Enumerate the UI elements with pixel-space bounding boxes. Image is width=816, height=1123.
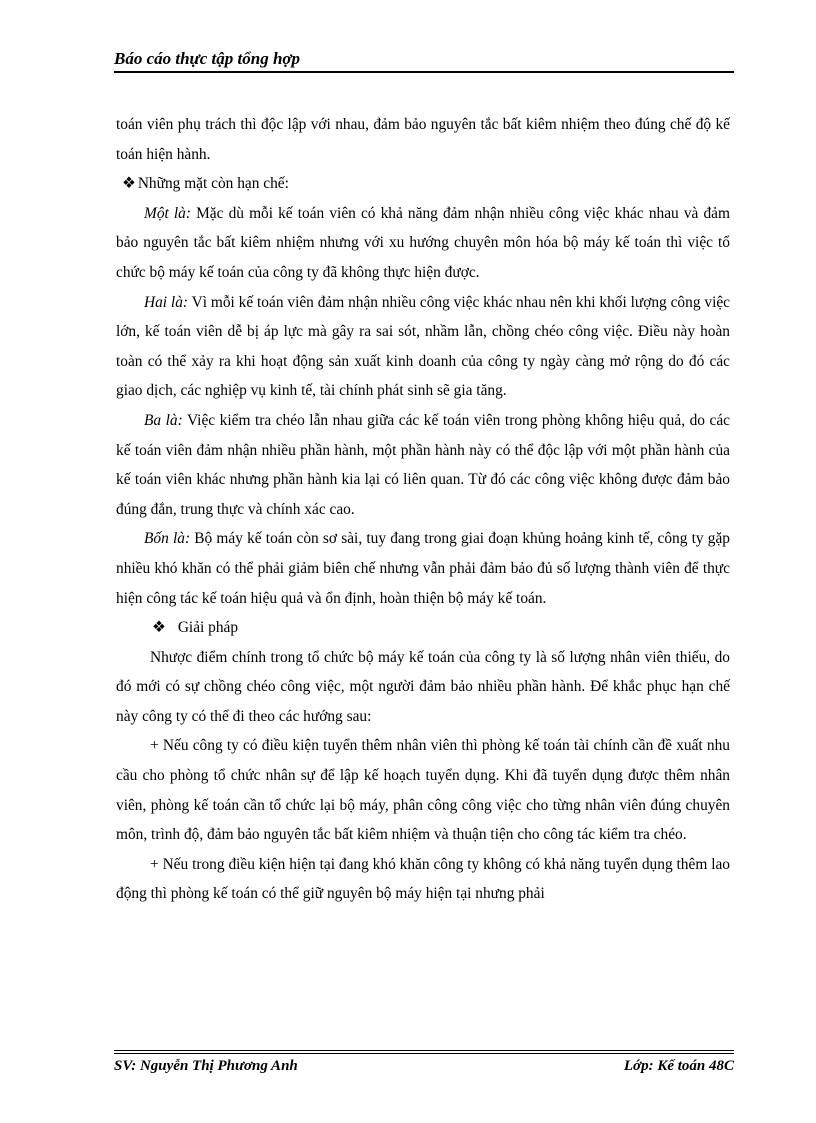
limitations-heading-text: Những mặt còn hạn chế: xyxy=(137,175,289,193)
page-header xyxy=(114,48,734,70)
limitation-4 xyxy=(116,524,730,613)
limitation-2-body: Vì mỗi kế toán viên đảm nhận nhiều công việc khác nhau nên khi khối lượng công việc lớn, kế toán viên dễ bị áp lực mà gây ra sai sót, nhầm lẫn, chồng chéo công việc. Điều này hoàn toàn có thể xảy ra khi hoạt động sản xuất kinh doanh của công ty ngày càng mở rộng do đó các giao dịch, các nghiệp vụ kinh tế, tài chính phát sinh sẽ gia tăng. xyxy=(116,293,731,400)
footer-student-name: SV: Nguyễn Thị Phương Anh xyxy=(114,1058,298,1074)
limitation-2 xyxy=(116,288,730,406)
header-rule xyxy=(114,71,734,73)
limitations-heading xyxy=(116,169,730,199)
limitation-2-lead: Hai là: xyxy=(144,293,189,311)
footer-rule xyxy=(114,1050,734,1051)
solution-heading xyxy=(116,613,730,643)
page-body xyxy=(116,110,730,909)
solution-option-2: + Nếu trong điều kiện hiện tại đang khó khăn công ty không có khả năng tuyển dụng thêm lao động thì phòng kế toán có thể giữ nguyên bộ máy hiện tại nhưng phải xyxy=(116,855,730,903)
limitation-4-body: Bộ máy kế toán còn sơ sài, tuy đang trong giai đoạn khủng hoảng kinh tế, công ty gặp nhiều khó khăn có thể phải giảm biên chế nhưng vẫn phải đảm bảo đủ số lượng thành viên để thực hiện công tác kế toán hiệu quả và ổn định, hoàn thiện bộ máy kế toán. xyxy=(116,530,730,607)
limitation-3 xyxy=(116,406,730,524)
footer-class: Lớp: Kế toán 48C xyxy=(623,1058,734,1074)
limitation-1-body: Mặc dù mỗi kế toán viên có khả năng đảm nhận nhiều công việc khác nhau và đảm bảo nguyên tắc bất kiêm nhiệm nhưng với xu hướng chuyên môn hóa bộ máy kế toán thì việc tổ chức bộ máy kế toán của công ty đã không thực hiện được. xyxy=(116,204,730,281)
limitation-3-body: Việc kiểm tra chéo lẫn nhau giữa các kế toán viên trong phòng không hiệu quả, do các kế toán viên đảm nhận nhiều phần hành, một phần hành này có thể độc lập với một phần hành của kế toán viên khác nhưng phần hành kia lại có liên quan. Từ đó các công việc không được đảm bảo đúng đắn, trung thực và chính xác cao. xyxy=(116,411,731,518)
solution-heading-text: Giải pháp xyxy=(177,619,239,637)
header-title: Báo cáo thực tập tổng hợp xyxy=(114,49,301,68)
limitation-1 xyxy=(116,199,730,288)
limitation-3-lead: Ba là: xyxy=(144,411,183,429)
diamond-bullet-icon: ❖ xyxy=(152,619,166,637)
footer-rule xyxy=(114,1053,734,1054)
limitation-4-lead: Bốn là: xyxy=(144,530,191,548)
diamond-bullet-icon: ❖ xyxy=(122,175,136,193)
solution-intro: Nhược điểm chính trong tổ chức bộ máy kế toán của công ty là số lượng nhân viên thiếu, do đó mới có sự chồng chéo công việc, một người đảm bảo nhiều phần hành. Để khắc phục hạn chế này công ty có thể đi theo các hướng sau: xyxy=(116,648,730,725)
limitation-1-lead: Một là: xyxy=(144,204,191,222)
paragraph-continuation: toán viên phụ trách thì độc lập với nhau, đảm bảo nguyên tắc bất kiêm nhiệm theo đúng chế độ kế toán hiện hành. xyxy=(116,116,730,163)
solution-option-1: + Nếu công ty có điều kiện tuyển thêm nhân viên thì phòng kế toán tài chính cần đề xuất nhu cầu cho phòng tổ chức nhân sự để lập kế hoạch tuyển dụng. Khi đã tuyển dụng được thêm nhân viên, phòng kế toán cần tổ chức lại bộ máy, phân công công việc cho từng nhân viên đúng chuyên môn, trình độ, đảm bảo nguyên tắc bất kiêm nhiệm và thuận tiện cho công tác kiểm tra chéo. xyxy=(116,737,730,844)
